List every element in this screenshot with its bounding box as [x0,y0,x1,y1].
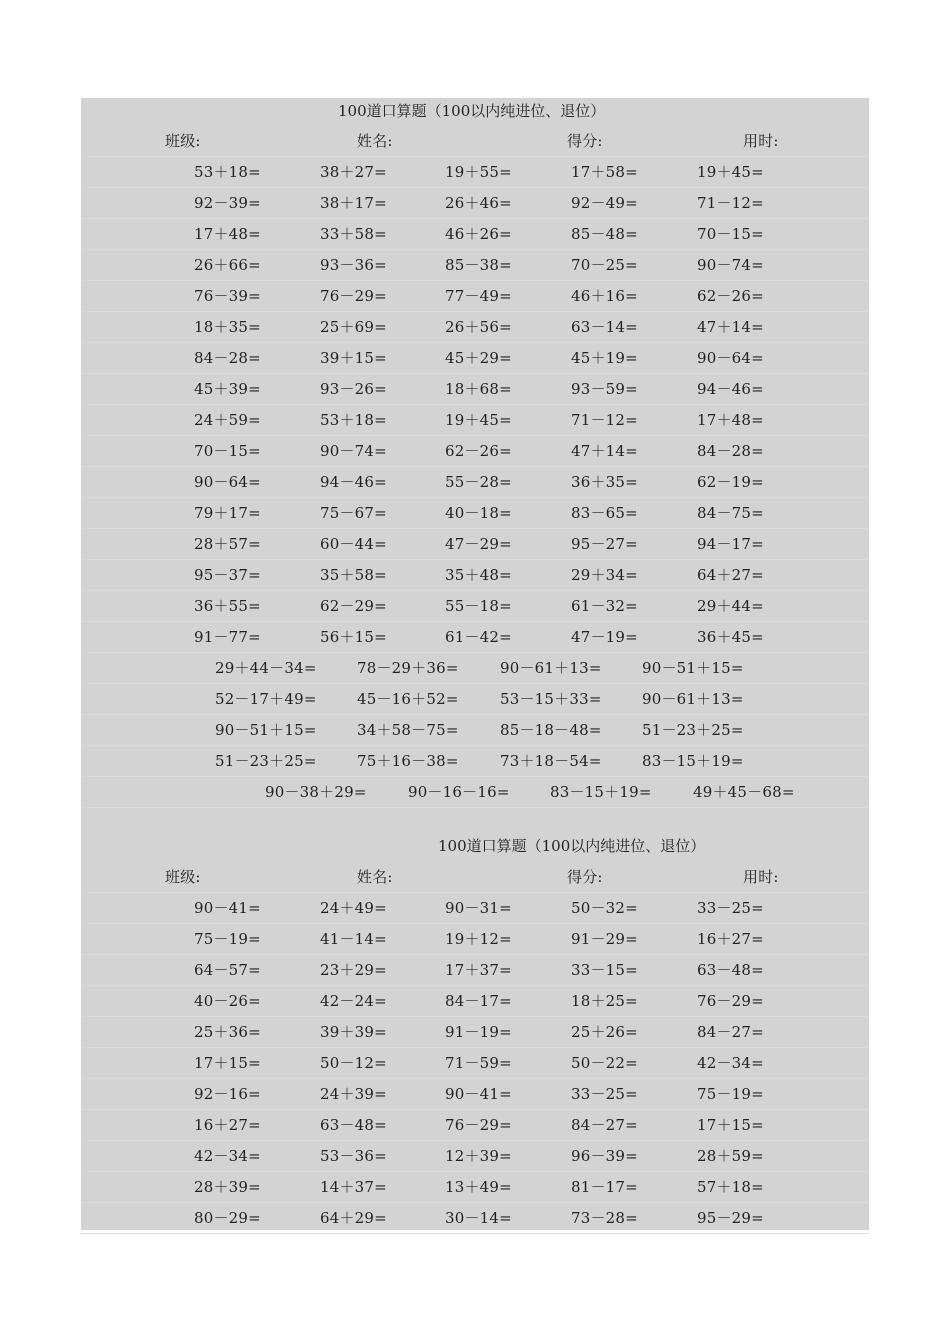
problem-cell: 76－29= [320,287,387,305]
problem-row [81,1079,869,1110]
problem-cell: 63－48= [320,1116,387,1134]
problem-cell: 93－36= [320,256,387,274]
problem-cell: 45＋29= [445,349,512,367]
problem-cell: 36＋55= [194,597,261,615]
problem-cell: 42－24= [320,992,387,1010]
problem-row [81,374,869,405]
problem-cell: 90－74= [320,442,387,460]
problem-cell: 38＋27= [320,163,387,181]
problem-cell: 85－38= [445,256,512,274]
problem-cell: 29＋44－34= [215,659,317,677]
problem-row [81,1110,869,1141]
problem-cell: 94－46= [320,473,387,491]
problem-row [81,436,869,467]
problem-cell: 94－46= [697,380,764,398]
problem-cell: 76－39= [194,287,261,305]
problem-cell: 34＋58－75= [357,721,459,739]
time-label: 用时: [743,868,779,886]
problem-cell: 95－27= [571,535,638,553]
problem-row [81,157,869,188]
problem-cell: 83－65= [571,504,638,522]
problem-cell: 17＋15= [697,1116,764,1134]
worksheet [81,98,869,1230]
class-label: 班级: [165,868,201,886]
problem-cell: 19＋45= [445,411,512,429]
problem-cell: 84－28= [194,349,261,367]
problem-cell: 79＋17= [194,504,261,522]
problem-cell: 36＋45= [697,628,764,646]
worksheet-title: 100道口算题（100以内纯进位、退位） [338,102,606,120]
problem-row [81,653,869,684]
problem-cell: 39＋39= [320,1023,387,1041]
problem-row [81,955,869,986]
problem-row [81,312,869,343]
problem-cell: 85－18－48= [500,721,602,739]
problem-cell: 26＋46= [445,194,512,212]
problem-cell: 84－27= [571,1116,638,1134]
problem-cell: 90－16－16= [408,783,510,801]
problem-cell: 45＋39= [194,380,261,398]
problem-cell: 73－28= [571,1209,638,1227]
problem-cell: 92－39= [194,194,261,212]
problem-cell: 47－29= [445,535,512,553]
problem-cell: 64＋29= [320,1209,387,1227]
problem-cell: 75－19= [697,1085,764,1103]
problem-cell: 19＋55= [445,163,512,181]
problem-cell: 92－49= [571,194,638,212]
problem-row [81,1172,869,1203]
problem-cell: 33－25= [571,1085,638,1103]
problem-row [81,219,869,250]
problem-cell: 73＋18－54= [500,752,602,770]
problem-cell: 71－12= [571,411,638,429]
problem-row [81,684,869,715]
problem-cell: 93－59= [571,380,638,398]
problem-cell: 90－51＋15= [642,659,744,677]
problem-cell: 64－57= [194,961,261,979]
problem-cell: 52－17＋49= [215,690,317,708]
problem-row [81,1203,869,1234]
problem-cell: 96－39= [571,1147,638,1165]
problem-cell: 16＋27= [194,1116,261,1134]
problem-cell: 36＋35= [571,473,638,491]
problem-row [81,529,869,560]
problem-row [81,1048,869,1079]
problem-cell: 25＋26= [571,1023,638,1041]
problem-cell: 90－64= [697,349,764,367]
problem-cell: 46＋26= [445,225,512,243]
problem-cell: 90－41= [194,899,261,917]
problem-cell: 28＋39= [194,1178,261,1196]
problem-row [81,893,869,924]
problem-cell: 83－15＋19= [642,752,744,770]
worksheet-title: 100道口算题（100以内纯进位、退位） [438,837,706,855]
problem-cell: 61－32= [571,597,638,615]
time-label: 用时: [743,132,779,150]
problem-cell: 53－36= [320,1147,387,1165]
problem-cell: 55－28= [445,473,512,491]
problem-cell: 90－74= [697,256,764,274]
problem-row [81,777,869,808]
problem-cell: 75－19= [194,930,261,948]
problem-cell: 71－12= [697,194,764,212]
problem-cell: 95－37= [194,566,261,584]
problem-cell: 84－27= [697,1023,764,1041]
problem-cell: 76－29= [445,1116,512,1134]
problem-cell: 70－25= [571,256,638,274]
problem-cell: 85－48= [571,225,638,243]
problem-cell: 23＋29= [320,961,387,979]
problem-cell: 16＋27= [697,930,764,948]
problem-cell: 90－51＋15= [215,721,317,739]
problem-cell: 18＋25= [571,992,638,1010]
problem-cell: 19＋45= [697,163,764,181]
problem-cell: 18＋35= [194,318,261,336]
problem-cell: 14＋37= [320,1178,387,1196]
problem-cell: 29＋34= [571,566,638,584]
problem-cell: 42－34= [697,1054,764,1072]
problem-row [81,746,869,777]
problem-cell: 90－61＋13= [500,659,602,677]
problem-cell: 78－29＋36= [357,659,459,677]
problem-cell: 62－29= [320,597,387,615]
problem-cell: 45＋19= [571,349,638,367]
problem-row [81,188,869,219]
problem-cell: 75－67= [320,504,387,522]
problem-cell: 50－32= [571,899,638,917]
problem-row [81,986,869,1017]
problem-cell: 47－19= [571,628,638,646]
problem-row [81,467,869,498]
problem-cell: 77－49= [445,287,512,305]
header-row [81,126,869,157]
problem-cell: 42－34= [194,1147,261,1165]
problem-cell: 24＋49= [320,899,387,917]
problem-cell: 25＋36= [194,1023,261,1041]
problem-cell: 84－75= [697,504,764,522]
problem-cell: 28＋57= [194,535,261,553]
problem-cell: 92－16= [194,1085,261,1103]
problem-cell: 25＋69= [320,318,387,336]
problem-cell: 90－31= [445,899,512,917]
problem-cell: 76－29= [697,992,764,1010]
problem-cell: 61－42= [445,628,512,646]
problem-cell: 12＋39= [445,1147,512,1165]
problem-cell: 50－12= [320,1054,387,1072]
problem-cell: 63－48= [697,961,764,979]
problem-cell: 30－14= [445,1209,512,1227]
problem-cell: 35＋48= [445,566,512,584]
score-label: 得分: [567,868,603,886]
problem-cell: 50－22= [571,1054,638,1072]
problem-cell: 91－29= [571,930,638,948]
problem-cell: 62－26= [445,442,512,460]
problem-cell: 57＋18= [697,1178,764,1196]
problem-cell: 26＋56= [445,318,512,336]
name-label: 姓名: [357,868,393,886]
problem-cell: 56＋15= [320,628,387,646]
problem-cell: 64＋27= [697,566,764,584]
problem-row [81,924,869,955]
class-label: 班级: [165,132,201,150]
problem-cell: 53－15＋33= [500,690,602,708]
problem-cell: 47＋14= [697,318,764,336]
problem-cell: 45－16＋52= [357,690,459,708]
problem-cell: 47＋14= [571,442,638,460]
problem-cell: 17＋37= [445,961,512,979]
problem-cell: 84－17= [445,992,512,1010]
problem-cell: 83－15＋19= [550,783,652,801]
score-label: 得分: [567,132,603,150]
problem-cell: 75＋16－38= [357,752,459,770]
problem-cell: 91－77= [194,628,261,646]
problem-row [81,250,869,281]
problem-cell: 17＋48= [697,411,764,429]
problem-cell: 33－15= [571,961,638,979]
problem-cell: 33－25= [697,899,764,917]
problem-row [81,343,869,374]
problem-cell: 18＋68= [445,380,512,398]
problem-cell: 24＋39= [320,1085,387,1103]
problem-cell: 33＋58= [320,225,387,243]
problem-cell: 70－15= [697,225,764,243]
problem-cell: 51－23＋25= [215,752,317,770]
problem-cell: 55－18= [445,597,512,615]
problem-cell: 71－59= [445,1054,512,1072]
problem-cell: 35＋58= [320,566,387,584]
problem-cell: 95－29= [697,1209,764,1227]
problem-row [81,1017,869,1048]
problem-cell: 38＋17= [320,194,387,212]
problem-cell: 90－38＋29= [265,783,367,801]
problem-cell: 24＋59= [194,411,261,429]
problem-cell: 46＋16= [571,287,638,305]
problem-cell: 81－17= [571,1178,638,1196]
problem-cell: 40－26= [194,992,261,1010]
problem-cell: 17＋58= [571,163,638,181]
problem-row [81,715,869,746]
problem-cell: 80－29= [194,1209,261,1227]
problem-cell: 13＋49= [445,1178,512,1196]
problem-cell: 17＋15= [194,1054,261,1072]
problem-row [81,281,869,312]
problem-cell: 63－14= [571,318,638,336]
problem-cell: 70－15= [194,442,261,460]
problem-cell: 62－26= [697,287,764,305]
problem-cell: 53＋18= [320,411,387,429]
problem-cell: 91－19= [445,1023,512,1041]
problem-cell: 93－26= [320,380,387,398]
problem-row [81,560,869,591]
problem-row [81,498,869,529]
problem-cell: 28＋59= [697,1147,764,1165]
problem-cell: 90－41= [445,1085,512,1103]
problem-cell: 29＋44= [697,597,764,615]
problem-row [81,1141,869,1172]
problem-cell: 40－18= [445,504,512,522]
problem-row [81,622,869,653]
problem-cell: 90－61＋13= [642,690,744,708]
problem-cell: 60－44= [320,535,387,553]
problem-cell: 94－17= [697,535,764,553]
problem-row [81,591,869,622]
problem-cell: 39＋15= [320,349,387,367]
problem-row [81,405,869,436]
problem-cell: 17＋48= [194,225,261,243]
problem-cell: 26＋66= [194,256,261,274]
name-label: 姓名: [357,132,393,150]
problem-cell: 51－23＋25= [642,721,744,739]
header-row [81,862,869,893]
problem-cell: 90－64= [194,473,261,491]
problem-cell: 19＋12= [445,930,512,948]
problem-cell: 49＋45－68= [693,783,795,801]
problem-cell: 84－28= [697,442,764,460]
problem-cell: 53＋18= [194,163,261,181]
problem-cell: 41－14= [320,930,387,948]
problem-cell: 62－19= [697,473,764,491]
